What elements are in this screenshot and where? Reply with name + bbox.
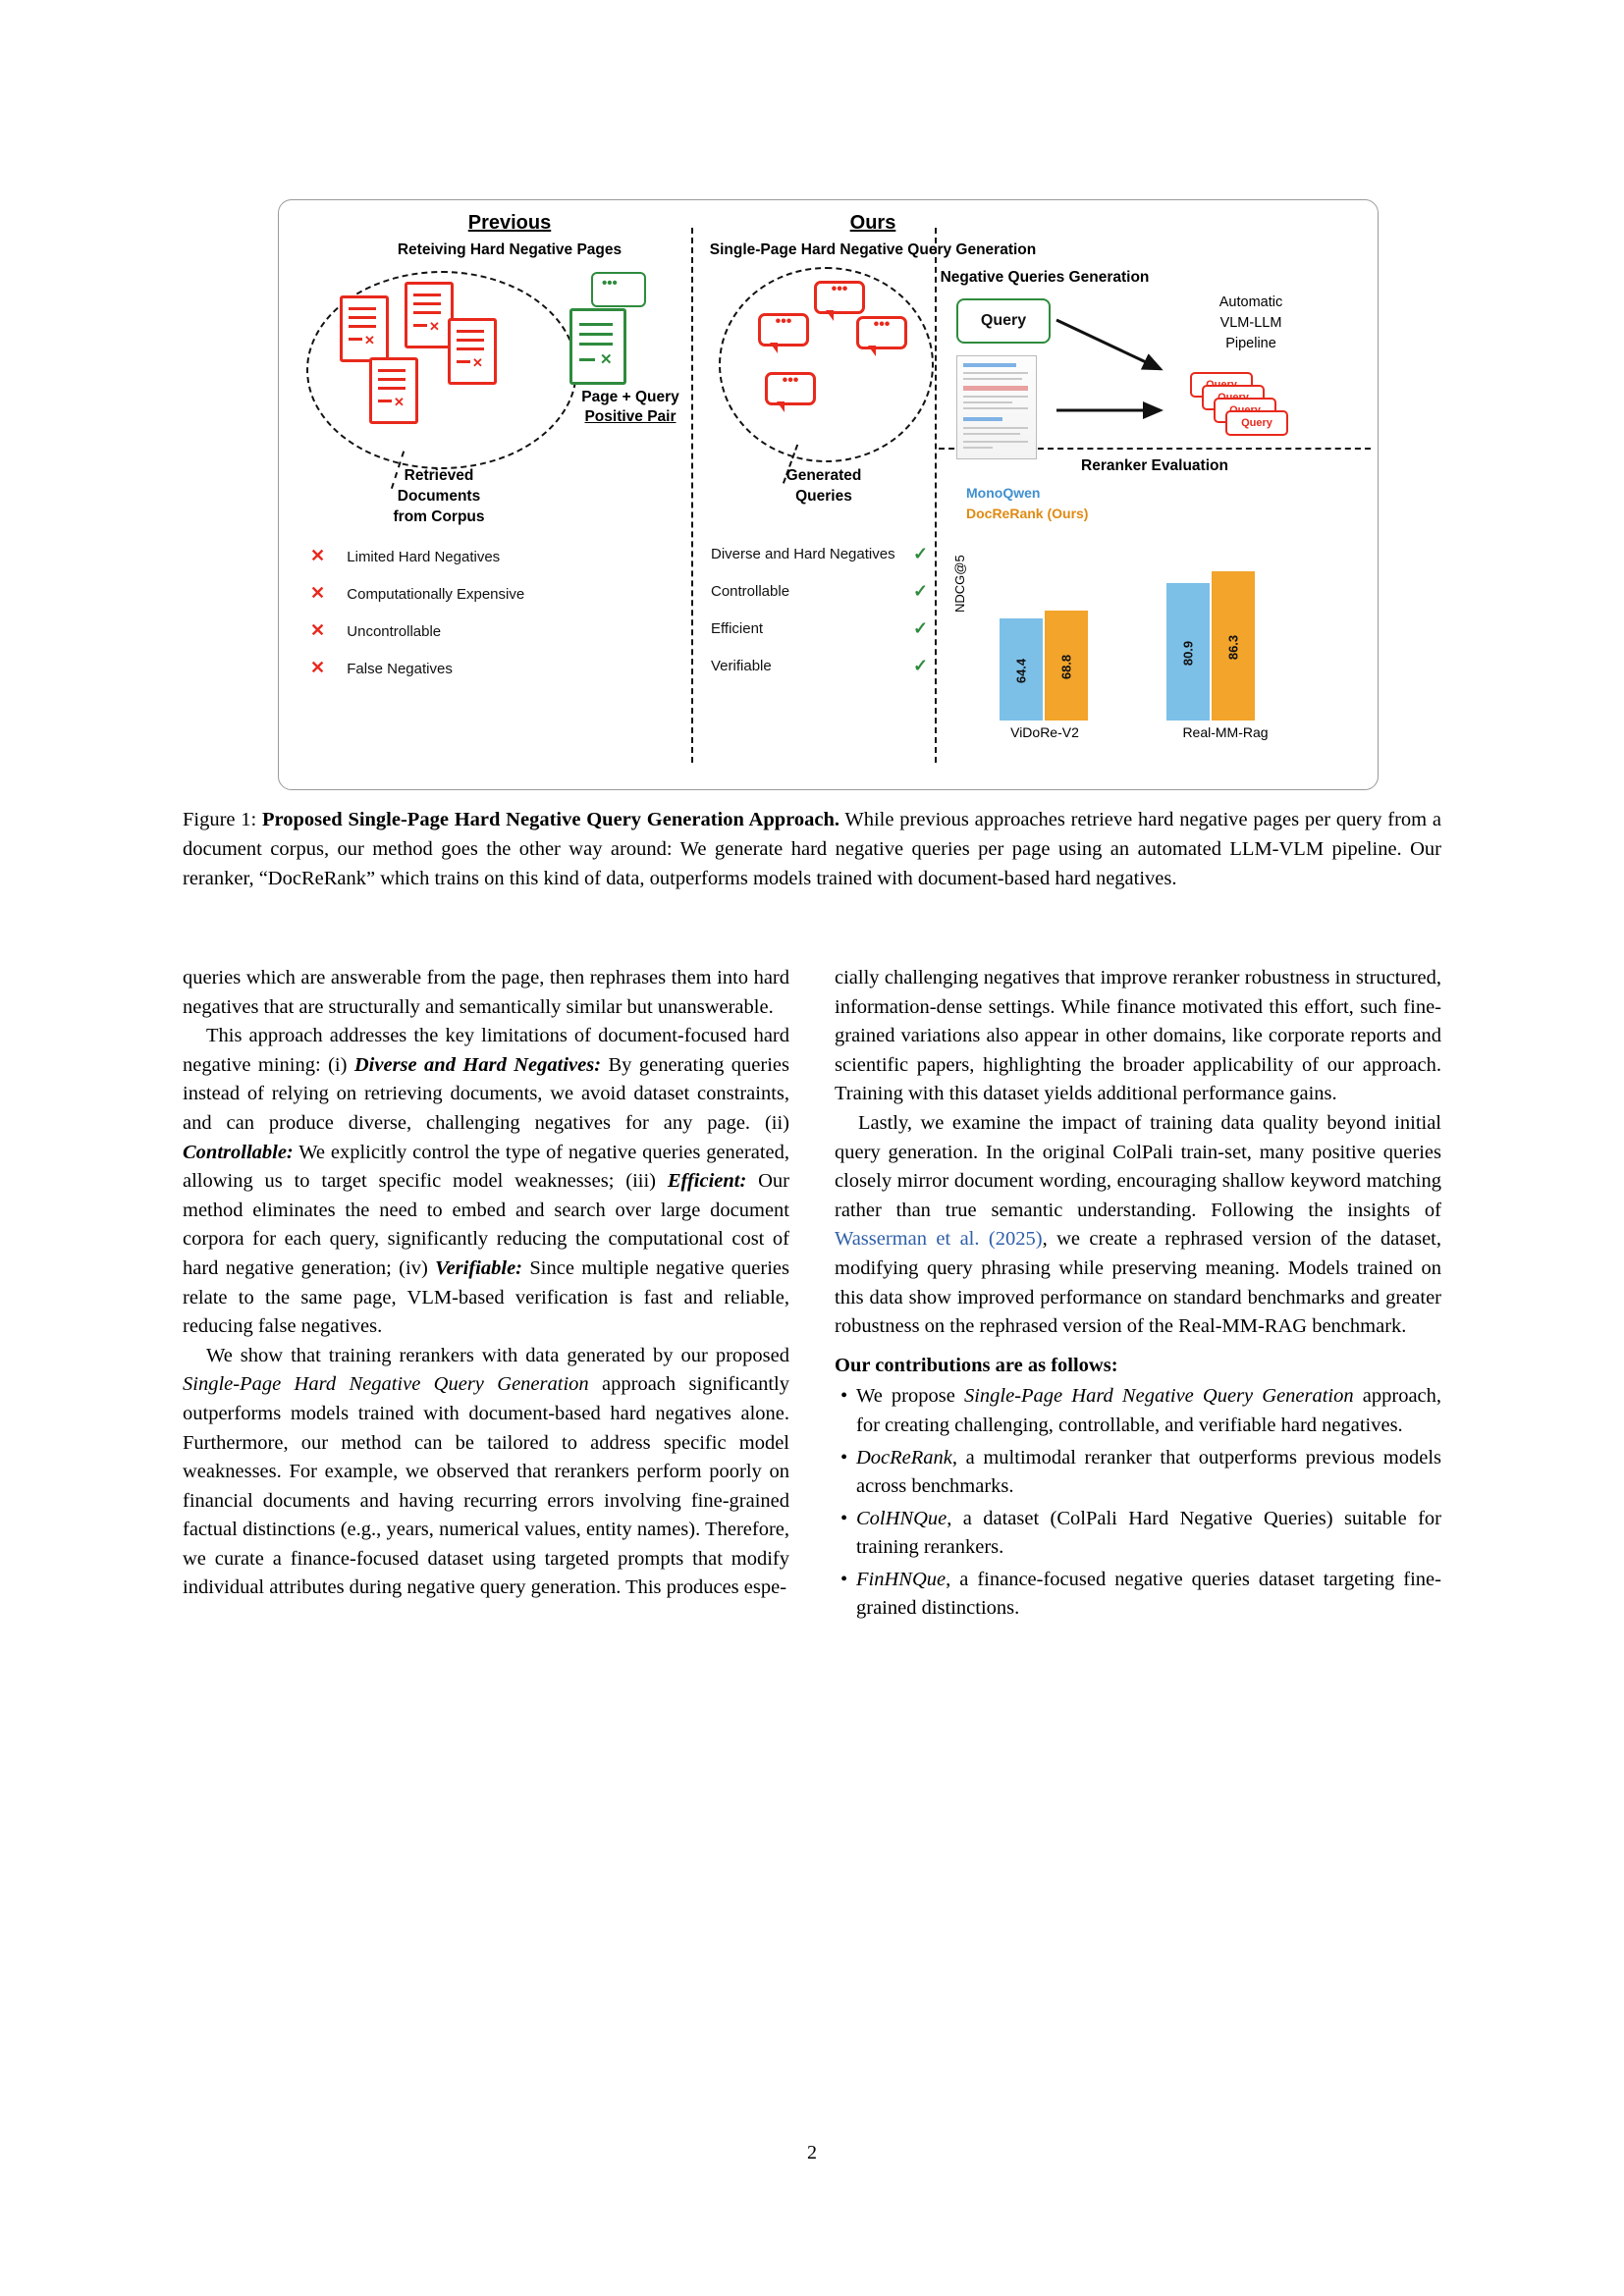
con-item: ✕ Limited Hard Negatives — [310, 546, 501, 565]
document-icon: ✕ — [340, 295, 389, 362]
previous-panel-title: Previous — [467, 212, 552, 234]
cross-icon: ✕ — [310, 583, 326, 603]
retrieved-label-2: Documents — [397, 488, 481, 505]
bar-value: 86.3 — [1225, 634, 1241, 661]
cross-icon: ✕ — [310, 620, 326, 640]
positive-page-icon: ✕ — [569, 308, 626, 385]
legend-docrerank: DocReRank (Ours) — [966, 506, 1089, 521]
ours-panel-title: Ours — [849, 212, 896, 234]
generated-queries-label-1: Generated — [785, 467, 862, 484]
paragraph: We show that training rerankers with data generated by our proposed Single-Page Hard Negative Query Generation approach significantly outperforms models trained with document-based hard negatives alone. Furthermore, our method can be tailored to address specific model weaknesses. For example, we observed that rerankers perform poorly on financial documents and having recurring errors involving fine-grained factual distinctions (e.g., years, numerical values, entity names). Therefore, we curate a finance-focused dataset using targeted prompts that modify individual attributes during negative query generation. This produces espe- — [183, 1344, 789, 1599]
list-item: • FinHNQue, a finance-focused negative queries dataset targeting fine-grained distinctions. — [835, 1566, 1441, 1624]
page-query-label-2: Positive Pair — [584, 408, 677, 425]
caption-label: Figure 1: — [183, 809, 257, 830]
figure-1 — [278, 199, 1379, 790]
contributions-heading: Our contributions are as follows: — [835, 1354, 1118, 1376]
chart-y-axis-label: NDCG@5 — [952, 555, 967, 613]
paragraph: cially challenging negatives that improve reranker robustness in structured, information-dense settings. While finance motivated this effort, such fine-grained variations also appear in other domains, like corporate reports and scientific papers, highlighting the broader applicability of our approach. Training with this dataset yields additional performance gains. — [835, 967, 1441, 1105]
pipeline-label-2: VLM-LLM — [1219, 315, 1282, 331]
figure-caption — [183, 805, 1441, 893]
reranker-bar-chart — [972, 522, 1365, 721]
previous-panel-subtitle: Reteiving Hard Negative Pages — [397, 241, 623, 258]
document-icon: ✕ — [405, 282, 454, 348]
retrieved-label-3: from Corpus — [393, 508, 485, 525]
pipeline-label-3: Pipeline — [1225, 336, 1276, 351]
retrieved-label-1: Retrieved — [404, 467, 474, 484]
check-icon: ✓ — [913, 618, 929, 638]
contributions-list — [835, 1382, 1441, 1624]
query-bubble: ••• — [814, 281, 865, 314]
bar-value: 80.9 — [1180, 640, 1196, 667]
check-icon: ✓ — [913, 544, 929, 563]
check-icon: ✓ — [913, 581, 929, 601]
bar-monoqwen-vidore — [1000, 618, 1043, 721]
bar-value: 64.4 — [1013, 658, 1029, 684]
citation-year-link[interactable]: (2025) — [988, 1228, 1043, 1251]
chart-tick-vidore: ViDoRe-V2 — [1010, 724, 1079, 740]
list-item: • We propose Single-Page Hard Negative Query Generation approach, for creating challenging, controllable, and verifiable hard negatives. — [835, 1382, 1441, 1440]
negative-queries-generation-title: Negative Queries Generation — [940, 269, 1150, 286]
paragraph: This approach addresses the key limitations of document-focused hard negative mining: (i) Diverse and Hard Negatives: By generating queries instead of relying on retrieving documents, we avoid dataset constraints, and can produce diverse, challenging negatives for any page. (ii) Controllable: We explicitly control the type of negative queries generated, allowing us to target specific model weaknesses; (iii) Efficient: Our method eliminates the need to embed and search over large document corpora for each query, significantly reducing the computational cost of hard negative generation; (iv) Verifiable: Since multiple negative queries relate to the same page, VLM-based verification is fast and reliable, reducing false negatives. — [183, 1025, 790, 1338]
negative-query-mini: Query — [1225, 410, 1288, 436]
body-column-right — [835, 964, 1441, 1627]
pipeline-arrows — [1051, 294, 1178, 471]
document-icon: ✕ — [448, 318, 497, 385]
legend-monoqwen: MonoQwen — [966, 485, 1041, 501]
bar-value: 68.8 — [1058, 654, 1074, 680]
paragraph: Lastly, we examine the impact of training data quality beyond initial query generation. In the original ColPali train-set, many positive queries closely mirror document wording, encouraging shallow keyword matching rather than true semantic understanding. Following the insights of Wasserman et al. (2025), we create a rephrased version of the dataset, modifying query phrasing while preserving meaning. Models trained on this data show improved performance on standard benchmarks and greater robustness on the rephrased version of the Real-MM-RAG benchmark. — [835, 1111, 1442, 1338]
generated-queries-label-2: Queries — [795, 488, 852, 505]
document-icon: ✕ — [369, 357, 418, 424]
page-thumbnail — [956, 355, 1037, 459]
cross-icon: ✕ — [310, 546, 326, 565]
list-item: • ColHNQue, a dataset (ColPali Hard Negative Queries) suitable for training rerankers. — [835, 1505, 1441, 1563]
body-column-left — [183, 964, 789, 1603]
con-item: ✕ False Negatives — [310, 658, 453, 677]
reranker-eval-title: Reranker Evaluation — [1081, 457, 1228, 474]
list-item: • DocReRank, a multimodal reranker that outperforms previous models across benchmarks. — [835, 1444, 1441, 1502]
query-bubble: ••• — [765, 372, 816, 405]
caption-text: While previous approaches retrieve hard negative pages per query from a document corpus, our method goes the other way around: We generate hard negative queries per page using an automated LLM-VLM pipeline. Our reranker, “DocReRank” which trains on this kind of data, outperforms models trained with document-based hard negatives. — [183, 809, 1441, 889]
query-box: Query — [956, 298, 1051, 344]
page-number: 2 — [807, 2142, 817, 2163]
chart-tick-realmmrag: Real-MM-Rag — [1182, 724, 1269, 740]
ours-panel-subtitle: Single-Page Hard Negative Query Generation — [709, 241, 1037, 258]
query-bubble: ••• — [758, 313, 809, 347]
pro-item: Efficient — [711, 620, 764, 637]
bar-monoqwen-realmmrag — [1166, 583, 1210, 721]
query-bubble: ••• — [856, 316, 907, 349]
pro-item: Controllable — [711, 583, 790, 600]
pro-item: Verifiable — [711, 658, 772, 674]
bar-docrerank-realmmrag — [1212, 571, 1255, 721]
caption-bold: Proposed Single-Page Hard Negative Query Generation Approach. — [262, 809, 839, 830]
con-item: ✕ Uncontrollable — [310, 620, 442, 640]
bar-docrerank-vidore — [1045, 611, 1088, 721]
check-icon: ✓ — [913, 656, 929, 675]
page-query-label-1: Page + Query — [581, 389, 679, 405]
query-bubble-icon: ••• — [591, 272, 646, 307]
pipeline-label-1: Automatic — [1218, 294, 1283, 310]
pro-item: Diverse and Hard Negatives — [711, 546, 895, 562]
cross-icon: ✕ — [310, 658, 326, 677]
paragraph: queries which are answerable from the page, then rephrases them into hard negatives that are structurally and semantically similar but unanswerable. — [183, 967, 789, 1018]
divider-previous-ours — [691, 228, 693, 763]
citation-link[interactable]: Wasserman et al. — [835, 1228, 980, 1251]
con-item: ✕ Computationally Expensive — [310, 583, 525, 603]
